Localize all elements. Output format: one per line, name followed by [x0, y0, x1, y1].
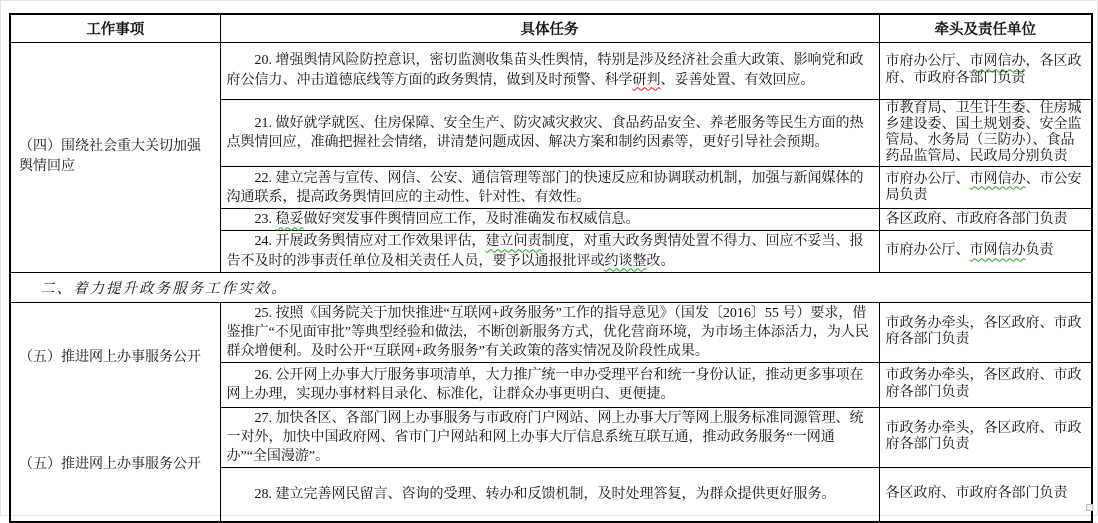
text-segment: 制度，对重大政务舆情处置不得力、回应不妥当、报告不及时的涉事责任单位及相关责任人员，要予以通报批评或 [226, 234, 864, 269]
header-task: 具体任务 [220, 14, 879, 42]
section2-heading: 二、着力提升政务服务工作实效。 [10, 272, 1092, 302]
text-segment: 市政务办牵头，各区政府、市政府各部门负责 [885, 315, 1082, 348]
text-segment: 22. 建立完善与宣传、网信、公安、通信管理等部门的快速反应和协调联动机制，加强与新闻媒体的沟通联系，提高政务舆情回应的主动性、针对性、有效性。 [226, 170, 864, 205]
text-segment: ，各区政府、市政府各部门负责 [885, 54, 1082, 86]
text-segment: 28. 建立完善网民留言、咨询的受理、转办和反馈机制，及时处理答复，为群众提供更好服务。 [254, 486, 836, 502]
task-cell-28 [220, 467, 879, 522]
text-segment: 23. [254, 212, 276, 228]
text-segment: 市府办公厅、 [885, 54, 970, 70]
unit-cell-21 [879, 99, 1092, 167]
spellcheck-squiggle-green: 市网信办 [969, 171, 1026, 187]
section4-work-item-cell: （四）围绕社会重大关切加强舆情回应 [10, 42, 220, 272]
section5-label-bottom: （五）推进网上办事服务公开 [19, 457, 201, 473]
text-segment: 做好突发事件舆情回应工作，及时准确发布权威信息。 [303, 212, 640, 228]
section5-work-item-cell [10, 302, 220, 522]
spellcheck-squiggle-green: 市网信办 [969, 243, 1026, 259]
unit-cell-24 [879, 231, 1092, 272]
text-segment: 市政务办牵头，各区政府、市政府各部门负责 [885, 420, 1082, 453]
text-segment: 市府办公厅、 [885, 171, 970, 187]
task-cell-20 [220, 42, 879, 99]
text-segment: 改。 [646, 253, 675, 269]
unit-cell-26 [879, 362, 1092, 407]
unit-cell-22 [879, 167, 1092, 209]
task-cell-24 [220, 231, 879, 272]
task-cell-25 [220, 302, 879, 362]
spellcheck-squiggle-green: 市网信办 [969, 54, 1026, 70]
task-cell-23 [220, 209, 879, 231]
unit-cell-25 [879, 302, 1092, 362]
section5-label-stack [19, 305, 214, 519]
header-work-item: 工作事项 [10, 14, 220, 42]
unit-cell-27 [879, 407, 1092, 467]
text-segment: 20. 增强舆情风险防控意识，密切监测收集苗头性舆情，特别是涉及经济社会重大政策、影响党和政府公信力、冲击道德底线等方面的政务舆情，做到及时预警、科学 [226, 53, 864, 88]
text-segment: 负责 [1025, 243, 1054, 259]
text-segment: 市府办公厅、 [885, 243, 970, 259]
text-segment: 市政务办牵头，各区政府、市政府各部门负责 [885, 368, 1082, 400]
table-row [10, 302, 1092, 362]
unit-cell-28 [879, 467, 1092, 522]
section5-label-top: （五）推进网上办事服务公开 [19, 350, 201, 366]
table-resize-handle[interactable] [1086, 504, 1093, 511]
task-cell-21 [220, 99, 879, 167]
text-segment: 、市公安局负责 [885, 171, 1082, 203]
spellcheck-squiggle-green: 建立问责 [485, 234, 542, 250]
spellcheck-squiggle-green: 约谈整 [604, 253, 647, 269]
text-segment: 、妥善处置、有效回应。 [660, 72, 815, 88]
text-segment: 各区政府、市政府各部门负责 [885, 211, 1068, 227]
text-segment: 21. 做好就学就医、住房保障、安全生产、防灾减灾救灾、食品药品安全、养老服务等民生方面的热点舆情回应，准确把握社会情绪，讲清楚问题成因、解决方案和制约因素等，更好引导社会预期。 [226, 115, 864, 150]
task-cell-26 [220, 362, 879, 407]
unit-cell-23 [879, 209, 1092, 231]
header-unit: 牵头及责任单位 [879, 14, 1092, 42]
work-plan-table [9, 13, 1093, 523]
section-divider-row [10, 272, 1092, 302]
task-cell-22 [220, 167, 879, 209]
spellcheck-squiggle-red: 研判 [632, 72, 661, 88]
text-segment: 市教育局、卫生计生委、住房城乡建设委、国土规划委、安全监管局、水务局（三防办）、食品药品监管局、民政局分别负责 [885, 100, 1082, 165]
text-segment: 26. 公开网上办事大厅服务事项清单，大力推广统一申办受理平台和统一身份认证，推动更多事项在网上办理，实现办事材料目录化、标准化，让群众办事更明白、更便捷。 [226, 367, 864, 402]
task-cell-27 [220, 407, 879, 467]
table-row [10, 42, 1092, 99]
text-segment: 27. 加快各区、各部门网上办事服务与市政府门户网站、网上办事大厅等网上服务标准同源管理、统一对外，加快中国政府网、省市门户网站和网上办事大厅信息系统互联互通，推动政务服务“一网通办”“全国漫游”。 [226, 410, 864, 464]
table-header-row [10, 14, 1092, 42]
text-segment: 25. 按照《国务院关于加快推进“互联网+政务服务”工作的指导意见》（国发〔2016〕55 号）要求，借鉴推广“不见面审批”等典型经验和做法，不断创新服务方式，优化营商环境，为市场主体添活力，为人民群众增便利。及时公开“互联网+政务服务”有关政策的落实情况及阶段性成果。 [226, 305, 869, 359]
spellcheck-squiggle-green: 稳妥 [275, 212, 304, 228]
unit-cell-20 [879, 42, 1092, 99]
text-segment: 各区政府、市政府各部门负责 [885, 486, 1068, 502]
text-segment: 24. 开展政务舆情应对工作效果评估， [254, 234, 486, 250]
